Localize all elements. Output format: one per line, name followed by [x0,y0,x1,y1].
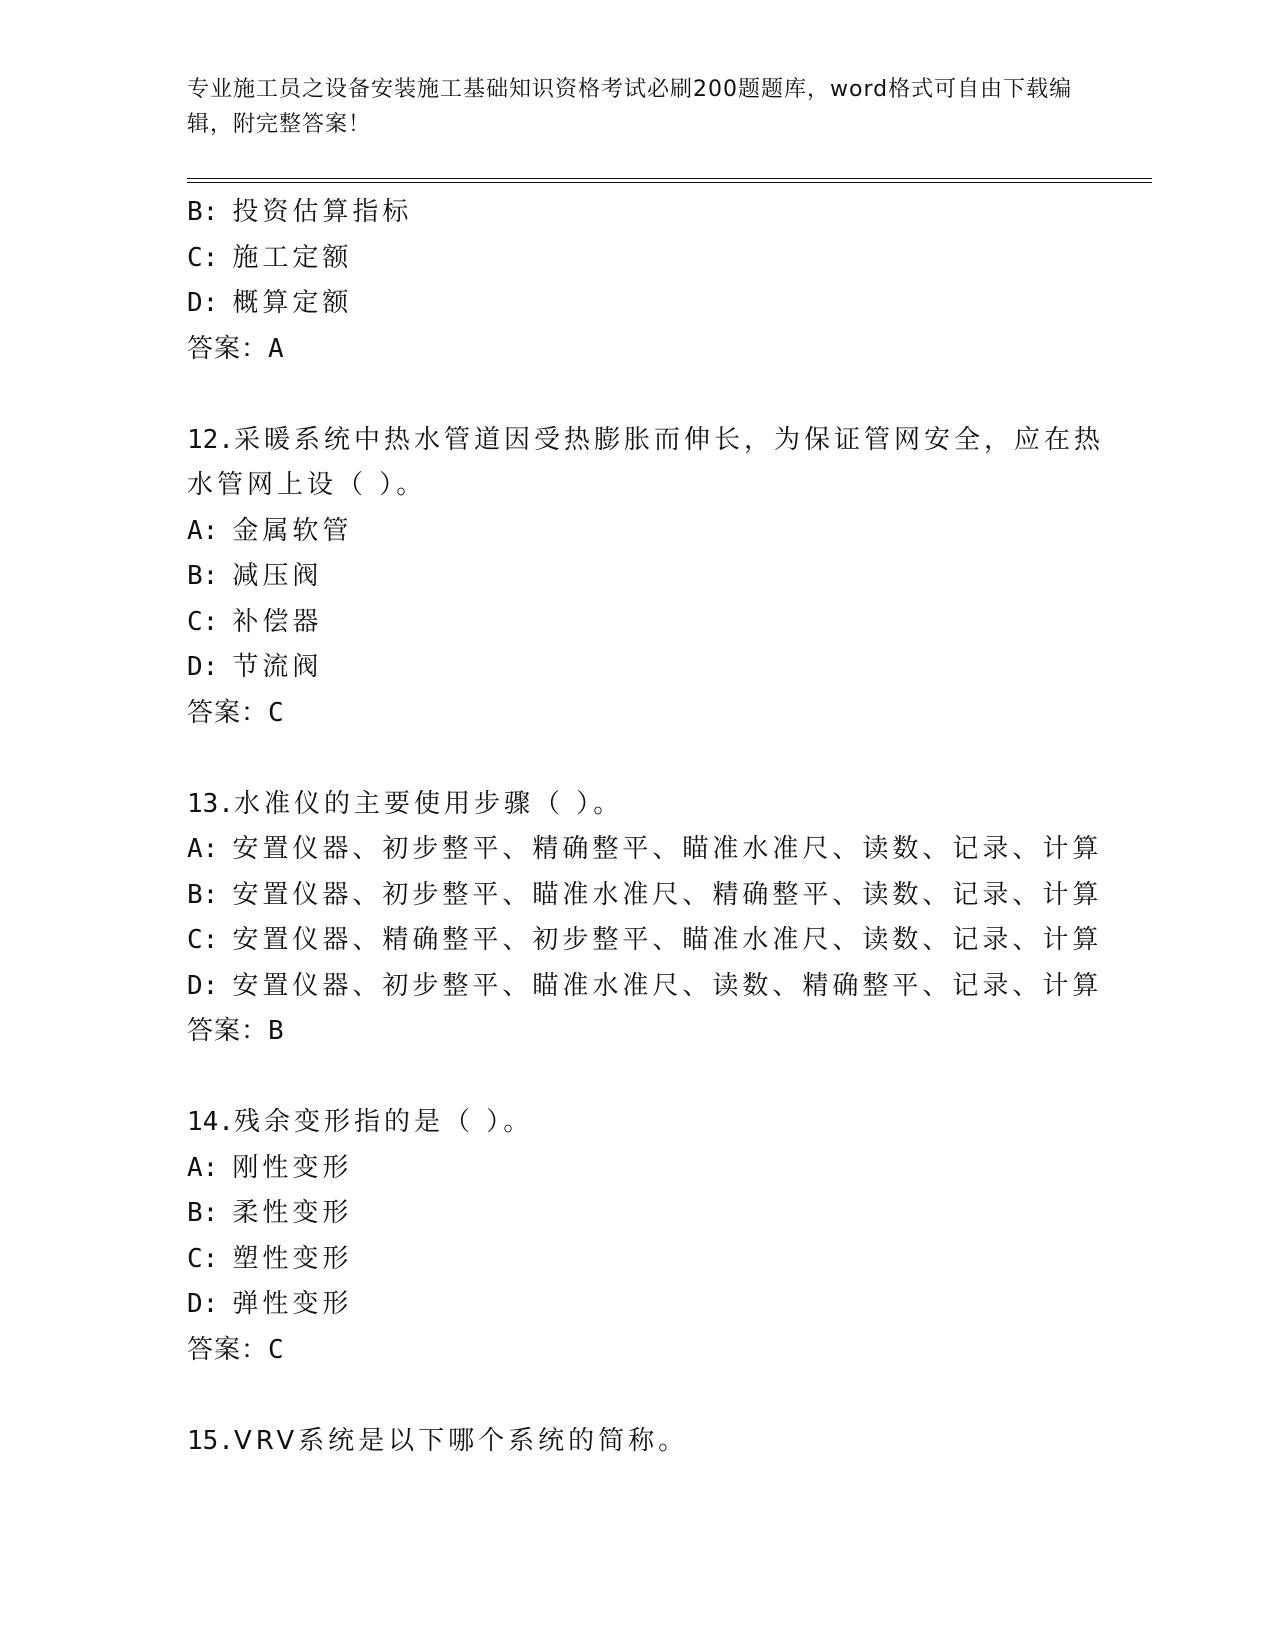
option-a: A: 安置仪器、初步整平、精确整平、瞄准水准尺、读数、记录、计算 [187,834,1103,864]
question-content [187,190,1107,1464]
answer-line: 答案：C [187,697,285,728]
question-14 [187,1100,1107,1373]
option-c: C: 补偿器 [187,606,323,637]
option-d: D: 节流阀 [187,652,323,682]
question-13 [187,782,1107,1055]
question-15 [187,1419,1107,1465]
prev-question-options [187,190,1107,372]
option-c: C: 塑性变形 [187,1243,353,1274]
option-a: A: 金属软管 [187,515,353,546]
question-stem: 15.VRV系统是以下哪个系统的简称。 [187,1425,689,1456]
option-d: D: 概算定额 [187,288,353,318]
question-stem: 14.残余变形指的是（ ）。 [187,1107,534,1137]
answer-line: 答案：A [187,333,285,364]
question-stem: 13.水准仪的主要使用步骤（ ）。 [187,788,624,819]
option-b: B: 安置仪器、初步整平、瞄准水准尺、精确整平、读数、记录、计算 [187,879,1103,910]
option-b: B: 柔性变形 [187,1198,353,1228]
header-divider [187,178,1152,183]
option-b: B: 减压阀 [187,561,323,591]
option-c: C: 安置仪器、精确整平、初步整平、瞄准水准尺、读数、记录、计算 [187,925,1103,955]
option-d: D: 安置仪器、初步整平、瞄准水准尺、读数、精确整平、记录、计算 [187,970,1103,1001]
option-d: D: 弹性变形 [187,1289,353,1319]
answer-line: 答案：B [187,1016,285,1046]
question-12 [187,418,1107,737]
answer-line: 答案：C [187,1334,285,1365]
option-a: A: 刚性变形 [187,1152,353,1183]
page-header [187,72,1087,142]
question-stem: 12.采暖系统中热水管道因受热膨胀而伸长，为保证管网安全，应在热水管网上设（ ）。 [187,424,1104,500]
option-b: B: 投资估算指标 [187,197,413,227]
document-title: 专业施工员之设备安装施工基础知识资格考试必刷200题题库，word格式可自由下载编辑，附完整答案！ [187,77,1073,137]
option-c: C: 施工定额 [187,242,353,273]
